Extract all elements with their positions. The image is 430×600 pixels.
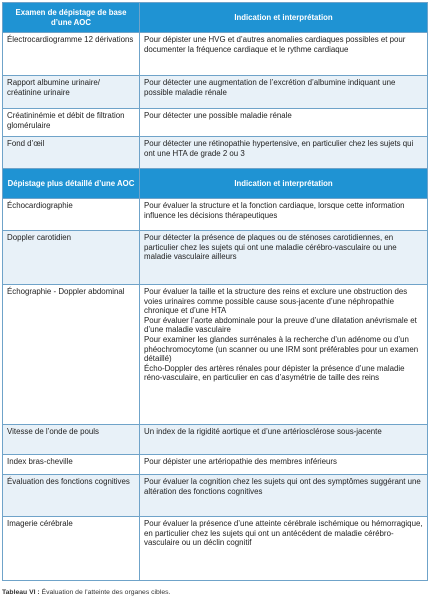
table-row: [3, 137, 428, 169]
exam-cell: Évaluation des fonctions cognitives: [3, 475, 140, 517]
section1-header-row: [3, 3, 428, 33]
indication-cell: Pour évaluer la taille et la structure des reins et exclure une obstruction des voies urinaires comme possible cause sous-jacente d’une néphropathie chronique et d’une HTA Pour évaluer l’aorte abdominale pour la preuve d’une dilatation anévrismale et d’une maladie vasculaire Pour examiner les glandes surrénales à la recherche d’un adénome ou d’un phéochromocytome (un scanner ou une IRM sont préférables pour un examen détaillé) Écho-Doppler des artères rénales pour dépister la présence d’une maladie réno-vasculaire, en particulier en cas d’asymétrie de taille des reins: [140, 285, 428, 425]
exam-cell: Échocardiographie: [3, 199, 140, 231]
exam-cell: Fond d’œil: [3, 137, 140, 169]
indication-cell: Pour détecter une augmentation de l’excrétion d’albumine indiquant une possible maladie rénale: [140, 76, 428, 109]
exam-cell: Imagerie cérébrale: [3, 517, 140, 581]
exam-cell: Doppler carotidien: [3, 231, 140, 285]
section1-col1-header: Examen de dépistage de base d’une AOC: [3, 3, 140, 33]
indication-cell: Pour détecter la présence de plaques ou de sténoses carotidiennes, en particulier chez les sujets qui ont une maladie cérébro-vasculaire ou une maladie vasculaire ailleurs: [140, 231, 428, 285]
indication-cell: Pour évaluer la structure et la fonction cardiaque, lorsque cette information influence les décisions thérapeutiques: [140, 199, 428, 231]
indication-cell: Pour dépister une HVG et d’autres anomalies cardiaques possibles et pour documenter la fréquence cardiaque et le rythme cardiaque: [140, 33, 428, 76]
table-row: [3, 285, 428, 425]
table-row: [3, 76, 428, 109]
table-caption: [2, 589, 170, 596]
table-row: [3, 199, 428, 231]
table-row: [3, 455, 428, 475]
table-row: [3, 475, 428, 517]
section2-header-row: [3, 169, 428, 199]
exam-cell: Vitesse de l’onde de pouls: [3, 425, 140, 455]
section1-col2-header: Indication et interprétation: [140, 3, 428, 33]
section2-col1-header: Dépistage plus détaillé d’une AOC: [3, 169, 140, 199]
table-row: [3, 425, 428, 455]
aoc-screening-table: [2, 2, 428, 581]
exam-cell: Index bras-cheville: [3, 455, 140, 475]
table-row: [3, 33, 428, 76]
table-row: [3, 517, 428, 581]
exam-cell: Rapport albumine urinaire/ créatinine urinaire: [3, 76, 140, 109]
section2-col2-header: Indication et interprétation: [140, 169, 428, 199]
indication-cell: Pour détecter une possible maladie rénale: [140, 109, 428, 137]
indication-cell: Pour évaluer la présence d’une atteinte cérébrale ischémique ou hémorragique, en particulier chez les sujets qui ont un antécédent de maladie cérébro-vasculaire ou un déclin cognitif: [140, 517, 428, 581]
exam-cell: Créatininémie et débit de filtration glomérulaire: [3, 109, 140, 137]
indication-cell: Pour détecter une rétinopathie hypertensive, en particulier chez les sujets qui ont une HTA de grade 2 ou 3: [140, 137, 428, 169]
caption-text: Évaluation de l’atteinte des organes cibles.: [39, 589, 171, 596]
table-row: [3, 231, 428, 285]
indication-cell: Pour évaluer la cognition chez les sujets qui ont des symptômes suggérant une altération des fonctions cognitives: [140, 475, 428, 517]
indication-cell: Pour dépister une artériopathie des membres inférieurs: [140, 455, 428, 475]
table-row: [3, 109, 428, 137]
caption-label: Tableau VI :: [2, 589, 40, 596]
exam-cell: Échographie - Doppler abdominal: [3, 285, 140, 425]
indication-cell: Un index de la rigidité aortique et d’une artériosclérose sous-jacente: [140, 425, 428, 455]
exam-cell: Électrocardiogramme 12 dérivations: [3, 33, 140, 76]
